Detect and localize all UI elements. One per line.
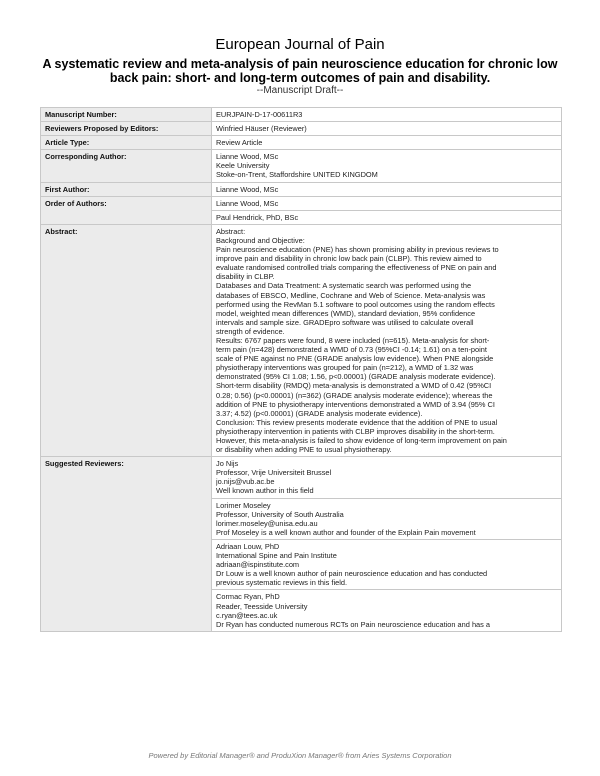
reviewer-line: c.ryan@tees.ac.uk — [216, 610, 278, 620]
abstract-line: Background and Objective: — [216, 235, 305, 245]
abstract-line: addition of PNE to physiotherapy interventions demonstrated a WMD of 3.94 (95% CI — [216, 399, 495, 409]
corresponding-author-institution: Keele University — [216, 161, 270, 171]
reviewer-line: Prof Moseley is a well known author and founder of the Explain Pain movement — [216, 527, 476, 537]
corresponding-author-name: Lianne Wood, MSc — [216, 152, 279, 162]
abstract-line: physiotherapy intervention in patients with CLBP improves disability in the short-term. — [216, 426, 495, 436]
label-abstract: Abstract: — [41, 224, 212, 456]
abstract-line: performed using the RevMan 5.1 software to pool outcomes using the random effects — [216, 299, 495, 309]
label-first-author: First Author: — [41, 182, 212, 196]
author-2: Paul Hendrick, PhD, BSc — [212, 210, 562, 224]
reviewer-line: Reader, Teesside University — [216, 601, 308, 611]
value-reviewers-proposed: Winfried Häuser (Reviewer) — [212, 122, 562, 136]
abstract-line: evaluate randomised controlled trials comparing the effectiveness of PNE on pain and — [216, 263, 497, 273]
reviewer-line: previous systematic reviews in this field. — [216, 578, 348, 588]
reviewer-line: Lorimer Moseley — [216, 500, 271, 510]
abstract-line: model, weighted mean differences (WMD), standard deviation, 95% confidence — [216, 308, 476, 318]
abstract-line: 0.28; 0.56) (p<0.00001) (n=362) (GRADE analysis moderate evidence); whereas the — [216, 390, 493, 400]
abstract-line: Pain neuroscience education (PNE) has shown promising ability in previous reviews to — [216, 245, 499, 255]
reviewer-line: lorimer.moseley@unisa.edu.au — [216, 518, 318, 528]
abstract-line: physiotherapy interventions was grouped for pain (n=212), a WMD of 1.32 was — [216, 363, 474, 373]
abstract-line: Databases and Data Treatment: A systematic search was performed using the — [216, 281, 472, 291]
row-abstract — [41, 224, 562, 456]
suggested-reviewer — [212, 457, 562, 498]
abstract-line: Conclusion: This review presents moderate evidence that the addition of PNE to usual — [216, 417, 498, 427]
suggested-reviewer — [212, 498, 562, 539]
abstract-line: disability in CLBP. — [216, 272, 275, 282]
footer-powered-by: Powered by Editorial Manager® and ProduXion Manager® from Aries Systems Corporation — [148, 751, 452, 760]
abstract-line: demonstrated (95% CI 1.08; 1.56, p<0.00001) (GRADE analysis moderate evidence). — [216, 372, 496, 382]
manuscript-draft-label: --Manuscript Draft-- — [256, 85, 344, 96]
reviewer-line: Dr Louw is a well known author of pain neuroscience education and has conducted — [216, 569, 488, 579]
abstract-line: databases of EBSCO, Medline, Cochrane and Web of Science. Meta-analysis was — [216, 290, 486, 300]
abstract-line: Abstract: — [216, 226, 246, 236]
abstract-line: Results: 6767 papers were found, 8 were included (n=615). Meta-analysis for short- — [216, 335, 490, 345]
label-corresponding-author: Corresponding Author: — [41, 150, 212, 182]
value-corresponding-author — [212, 150, 562, 182]
label-suggested-reviewers: Suggested Reviewers: — [41, 457, 212, 632]
abstract-line: term pain (n=428) demonstrated a WMD of 0.73 (95%CI -0.14; 1.61) on a ten-point — [216, 345, 487, 355]
row-suggested-reviewers — [41, 457, 562, 498]
label-manuscript-number: Manuscript Number: — [41, 108, 212, 122]
abstract-line: or disability when adding PNE to usual physiotherapy. — [216, 445, 392, 455]
reviewer-line: International Spine and Pain Institute — [216, 551, 337, 561]
value-abstract — [212, 224, 562, 456]
document-header — [0, 0, 600, 97]
reviewer-line: jo.nijs@vub.ac.be — [216, 477, 275, 487]
row-corresponding-author — [41, 150, 562, 182]
label-order-of-authors: Order of Authors: — [41, 196, 212, 224]
row-first-author — [41, 182, 562, 196]
reviewer-line: Professor, University of South Australia — [216, 509, 344, 519]
suggested-reviewer — [212, 590, 562, 631]
reviewer-line: Cormac Ryan, PhD — [216, 592, 280, 602]
row-manuscript-number — [41, 108, 562, 122]
reviewer-line: Adriaan Louw, PhD — [216, 541, 280, 551]
abstract-line: intervals and sample size. GRADEpro software was utilised to calculate overall — [216, 317, 474, 327]
suggested-reviewer — [212, 539, 562, 589]
manuscript-metadata-table — [40, 107, 562, 632]
row-article-type — [41, 136, 562, 150]
corresponding-author-location: Stoke-on-Trent, Staffordshire UNITED KINGDOM — [216, 170, 378, 180]
abstract-line: 3.37; 4.52) (p<0.00001) (GRADE analysis moderate evidence). — [216, 408, 423, 418]
row-order-of-authors — [41, 196, 562, 210]
abstract-line: strength of evidence. — [216, 326, 285, 336]
value-article-type: Review Article — [212, 136, 562, 150]
reviewer-line: Professor, Vrije Universiteit Brussel — [216, 468, 332, 478]
label-article-type: Article Type: — [41, 136, 212, 150]
journal-name: European Journal of Pain — [215, 36, 385, 53]
author-1: Lianne Wood, MSc — [212, 196, 562, 210]
abstract-line: scale of PNE against no PNE (GRADE analysis low evidence). When PNE alongside — [216, 354, 494, 364]
abstract-line: However, this meta-analysis is failed to show evidence of long-term improvement on pain — [216, 436, 507, 445]
abstract-line: improve pain and disability in chronic low back pain (CLBP). This review aimed to — [216, 254, 482, 264]
value-manuscript-number: EURJPAIN-D-17-00611R3 — [212, 108, 562, 122]
article-title: A systematic review and meta-analysis of pain neuroscience education for chronic low back pain: short- and long-term outcomes of pain and disability. — [42, 57, 558, 85]
value-first-author: Lianne Wood, MSc — [212, 182, 562, 196]
reviewer-line: Well known author in this field — [216, 486, 314, 496]
label-reviewers-proposed: Reviewers Proposed by Editors: — [41, 122, 212, 136]
abstract-line: Short-term disability (RMDQ) meta-analysis is demonstrated a WMD of 0.42 (95%CI — [216, 381, 492, 391]
reviewer-line: Dr Ryan has conducted numerous RCTs on Pain neuroscience education and has a — [216, 619, 491, 629]
reviewer-line: Jo Nijs — [216, 459, 239, 469]
row-reviewers-proposed — [41, 122, 562, 136]
reviewer-line: adriaan@ispinstitute.com — [216, 560, 300, 570]
